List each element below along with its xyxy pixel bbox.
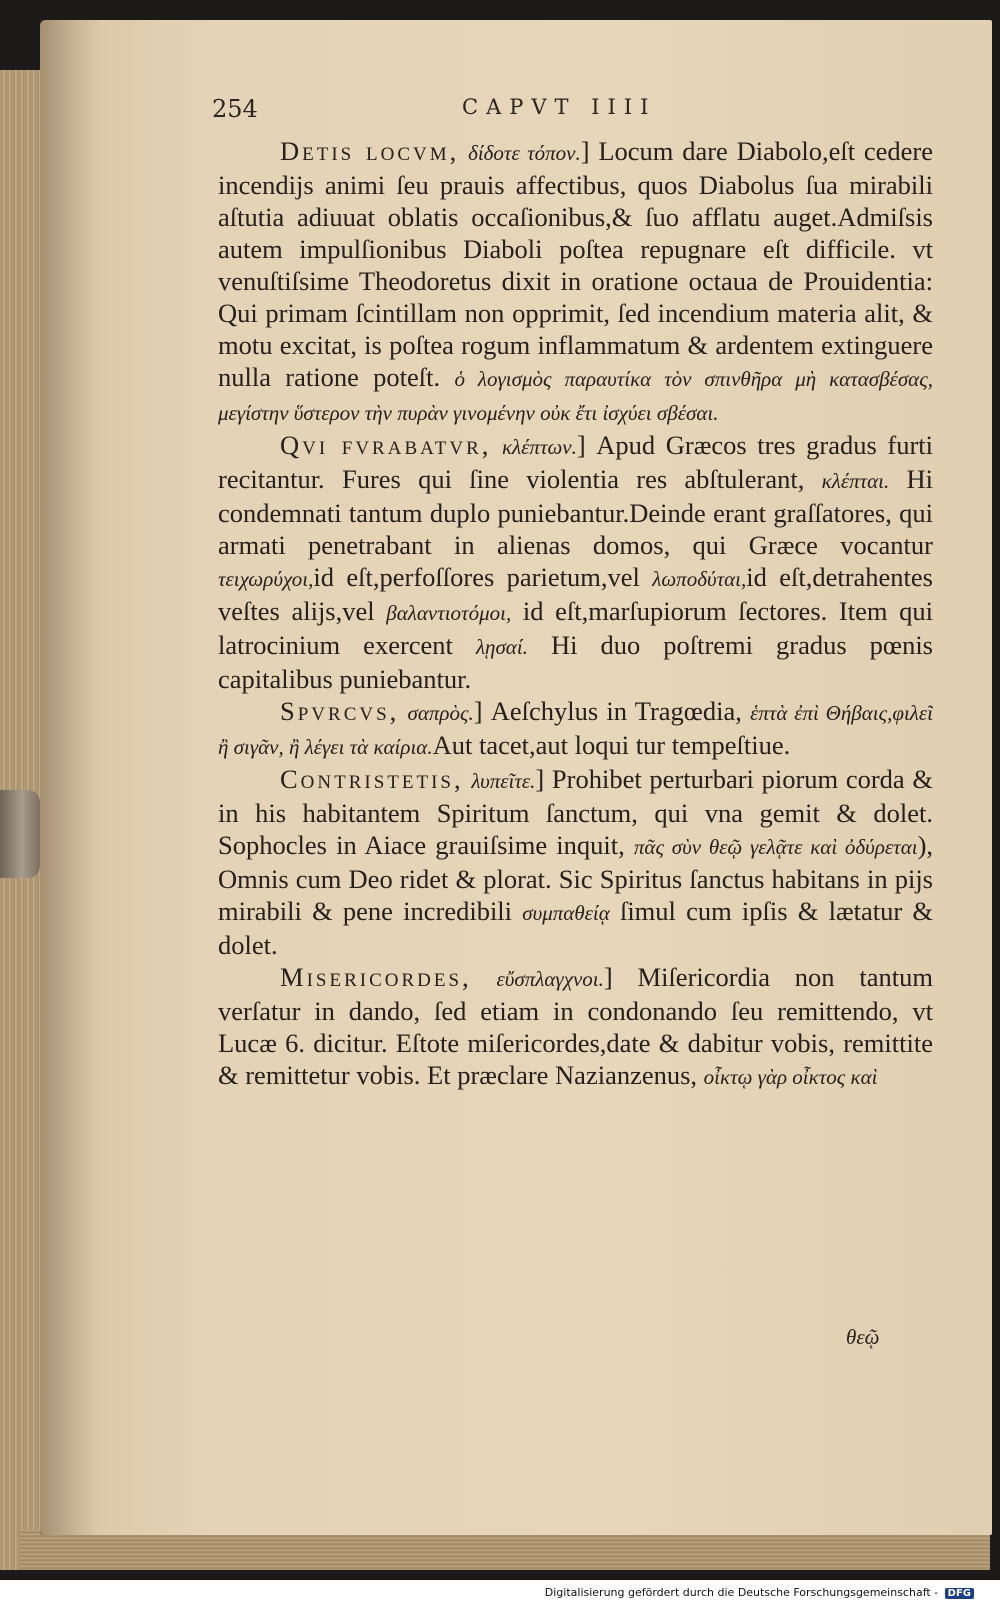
lemma: Misericordes, [280, 962, 472, 992]
lemma: Qvi fvrabatvr, [280, 430, 492, 460]
greek-text: λωποδύται, [652, 567, 747, 591]
book-clasp [0, 790, 40, 878]
paragraph-detis-locum [218, 135, 933, 429]
paragraph-spurcus [218, 695, 933, 763]
paragraph-text: ] Prohibet perturbari piorum corda & in his habitantem Spiritum ſanctum, qui vna gemit & dolet. Sophocles in Aiace grauiſsime inquit, [218, 764, 933, 860]
chapter-title: CAPVT IIII [462, 95, 657, 119]
bottom-page-edges [20, 1530, 990, 1570]
greek-text: σαπρὸς. [407, 701, 474, 725]
greek-text: λυπεῖτε. [471, 769, 536, 793]
paragraph-text: ), Omnis cum Deo ridet & plorat. Sic Spiritus ſanctus habitans in pijs mirabili & pene incredibili [218, 830, 933, 926]
catchword: θεῷ [846, 1325, 880, 1349]
paragraph-text: Hi condemnati tantum duplo puniebantur.Deinde erant graſſatores, qui armati penetrabant in alienas domos, qui Græce vocantur [218, 464, 933, 560]
paragraph-contristetis [218, 763, 933, 961]
paragraph-text: ] Apud Græcos tres gradus furti recitantur. Fures qui ſine violentia res abſtulerant, [218, 430, 933, 494]
greek-text: ἑπτὰ ἐπὶ Θήβαις,φιλεῖ ἢ σιγᾶν, ἢ λέγει τὰ καίρια. [218, 701, 933, 759]
greek-text: λῃσαί. [475, 635, 528, 659]
lemma: Spvrcvs, [280, 696, 400, 726]
greek-text: δίδοτε τόπον. [468, 141, 581, 165]
paragraph-text: id eſt,perfoſſores parietum,vel [313, 562, 653, 592]
greek-text: κλέπται. [821, 469, 890, 493]
greek-text: οἶκτῳ γὰρ οἶκτος καὶ [703, 1065, 878, 1089]
running-head [212, 95, 812, 135]
paragraph-misericordes [218, 961, 933, 1093]
lemma: Contristetis, [280, 764, 464, 794]
credit-text: Digitalisierung gefördert durch die Deutsche Forschungsgemeinschaft - [544, 1586, 939, 1599]
main-text [218, 135, 933, 1325]
greek-text: ὁ λογισμὸς παραυτίκα τὸν σπινθῆρα μὴ κατασβέσας, μεγίστην ὕστερον τὴν πυρὰν γινομένην οὐκ ἔτι ἰσχύει σβέσαι. [218, 367, 933, 425]
greek-text: τειχωρύχοι, [218, 567, 314, 591]
paragraph-text: ] Locum dare Diabolo,eſt cedere incendijs animi ſeu prauis affectibus, quos Diabolus ſua mirabili aſtutia adiuuat oblatis occaſionibus,& ſuo afflatu auget.Admiſsis autem impulſionibus Diaboli poſtea repugnare eſt difficile. vt venuſtiſsime Theodoretus dixit in oratione octaua de Prouidentia: Qui primam ſcintillam non opprimit, ſed incendium materia alit, & motu excitat, is poſtea rogum inflammatum & ardentem extinguere nulla ratione poteſt. [218, 136, 933, 392]
lemma: Detis locvm, [280, 136, 460, 166]
page-number: 254 [212, 95, 258, 123]
paragraph-text: Hi duo poſtremi gradus pœnis capitalibus puniebantur. [218, 630, 933, 694]
paragraph-text: Aut tacet,aut loqui tur tempeſtiue. [432, 730, 791, 760]
greek-text: πᾶς σὺν θεῷ γελᾷτε καὶ ὀδύρεται [633, 835, 918, 859]
greek-text: εὔσπλαγχνοι. [496, 967, 604, 991]
greek-text: συμπαθείᾳ [522, 901, 610, 925]
paragraph-text: ] Miſericordia non tantum verſatur in dando, ſed etiam in condonando ſeu remittendo, vt Lucæ 6. dicitur. Eſtote miſericordes,date & dabitur vobis, remittite & remittetur vobis. Et præclare Nazianzenus, [218, 962, 933, 1090]
dfg-logo: DFG [945, 1588, 974, 1599]
greek-text: βαλαντιοτόμοι, [386, 601, 512, 625]
greek-text: κλέπτων. [501, 435, 577, 459]
paragraph-text: id eſt,detrahentes veſtes alijs,vel [218, 562, 933, 626]
paragraph-text: ſimul cum ipſis & lætatur & dolet. [218, 896, 933, 960]
spine-shadow [40, 20, 100, 1535]
paragraph-qui-furabatur [218, 429, 933, 695]
footer-credit [545, 1586, 974, 1599]
paragraph-text: id eſt,marſupiorum ſectores. Item qui latrocinium exercent [218, 596, 933, 660]
paragraph-text: ] Aeſchylus in Tragœdia, [473, 696, 751, 726]
